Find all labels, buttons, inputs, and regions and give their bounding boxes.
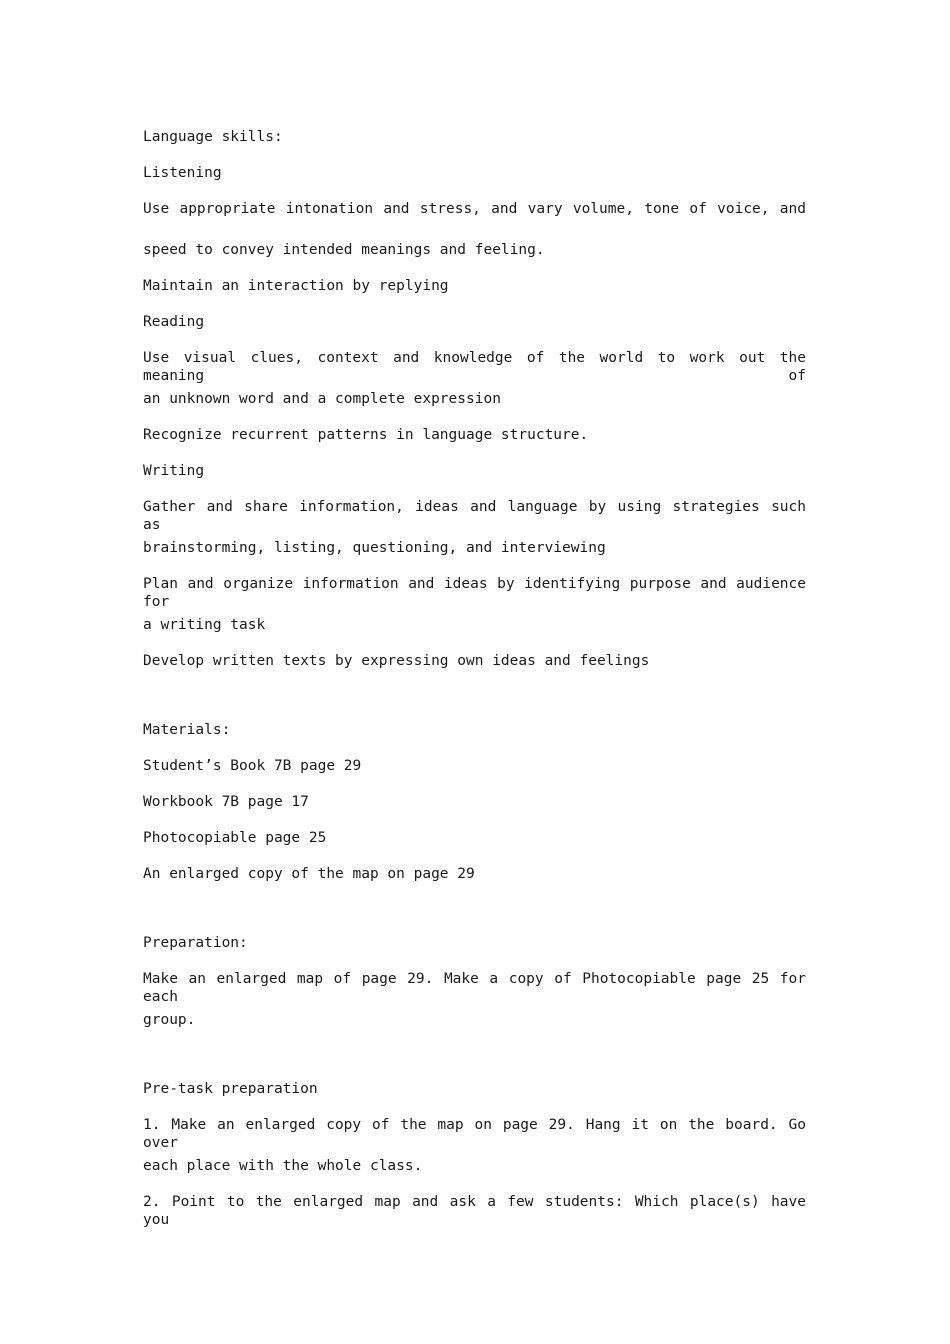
preparation-line-1: Make an enlarged map of page 29. Make a copy of Photocopiable page 25 for each — [143, 971, 806, 1005]
reading-item-1-line-1: Use visual clues, context and knowledge of the world to work out the meaning of — [143, 350, 806, 384]
materials-heading: Materials: — [143, 722, 231, 738]
writing-item-3: Develop written texts by expressing own ideas and feelings — [143, 653, 650, 669]
preparation-line-2: group. — [143, 1012, 196, 1028]
materials-item-2: Workbook 7B page 17 — [143, 794, 309, 810]
reading-heading: Reading — [143, 314, 205, 330]
pre-task-step-2-line-1: 2. Point to the enlarged map and ask a few students: Which place(s) have you — [143, 1194, 806, 1228]
writing-item-2-line-2: a writing task — [143, 617, 266, 633]
materials-item-3: Photocopiable page 25 — [143, 830, 327, 846]
reading-item-2: Recognize recurrent patterns in language structure. — [143, 427, 589, 443]
listening-item-1-line-2: speed to convey intended meanings and feeling. — [143, 242, 545, 258]
reading-item-1-line-2: an unknown word and a complete expression — [143, 391, 501, 407]
language-skills-heading: Language skills: — [143, 129, 283, 145]
listening-item-2: Maintain an interaction by replying — [143, 278, 449, 294]
pre-task-heading: Pre-task preparation — [143, 1081, 318, 1097]
materials-item-1: Student’s Book 7B page 29 — [143, 758, 362, 774]
writing-item-1-line-2: brainstorming, listing, questioning, and interviewing — [143, 540, 606, 556]
materials-item-4: An enlarged copy of the map on page 29 — [143, 866, 475, 882]
listening-item-1-line-1: Use appropriate intonation and stress, and vary volume, tone of voice, and — [143, 201, 806, 217]
pre-task-step-1-line-2: each place with the whole class. — [143, 1158, 423, 1174]
writing-heading: Writing — [143, 463, 205, 479]
listening-heading: Listening — [143, 165, 222, 181]
pre-task-step-1-line-1: 1. Make an enlarged copy of the map on page 29. Hang it on the board. Go over — [143, 1117, 806, 1151]
writing-item-2-line-1: Plan and organize information and ideas by identifying purpose and audience for — [143, 576, 806, 610]
preparation-heading: Preparation: — [143, 935, 248, 951]
writing-item-1-line-1: Gather and share information, ideas and language by using strategies such as — [143, 499, 806, 533]
